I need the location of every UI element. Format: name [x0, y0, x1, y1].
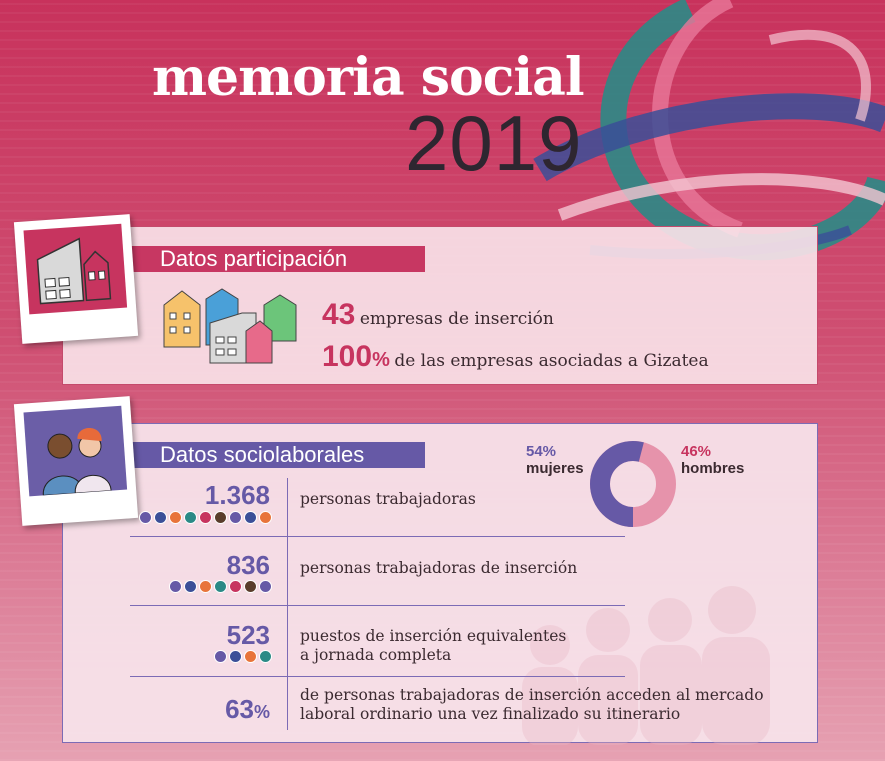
asociadas-stat: [322, 340, 709, 374]
person-dot-icon: [154, 511, 167, 524]
mujeres-legend: [526, 443, 584, 477]
person-dot-icon: [229, 650, 242, 663]
row-label-line1: de personas trabajadoras de inserción acceden al mercado: [300, 686, 764, 704]
buildings-icon: [23, 224, 127, 315]
row-label-line2: a jornada completa: [300, 646, 452, 664]
person-dot-icon: [199, 580, 212, 593]
buildings-photo: [14, 214, 138, 344]
row-label: [300, 686, 764, 724]
row-value-number: 63: [225, 694, 254, 724]
row-divider: [130, 536, 625, 537]
row-divider-vertical: [287, 478, 288, 730]
row-value: 1.368: [204, 480, 270, 510]
row-value: 836: [226, 550, 270, 580]
person-dot-icon: [244, 511, 257, 524]
row-divider: [130, 676, 625, 677]
person-icons: [139, 511, 272, 524]
colored-houses-icon: [160, 285, 300, 365]
sociolaborales-heading: Datos sociolaborales: [62, 442, 425, 468]
row-label: [300, 627, 566, 665]
person-dot-icon: [199, 511, 212, 524]
person-dot-icon: [169, 511, 182, 524]
person-dot-icon: [259, 580, 272, 593]
person-icons: [169, 580, 272, 593]
page-title: memoria social: [152, 47, 584, 108]
mujeres-pct: 54%: [526, 443, 557, 460]
person-dot-icon: [259, 511, 272, 524]
person-dot-icon: [244, 650, 257, 663]
person-dot-icon: [184, 511, 197, 524]
person-dot-icon: [214, 580, 227, 593]
people-photo: [14, 396, 138, 526]
person-dot-icon: [184, 580, 197, 593]
row-label: personas trabajadoras: [300, 490, 476, 508]
person-dot-icon: [214, 650, 227, 663]
person-dot-icon: [229, 511, 242, 524]
empresas-label: empresas de inserción: [359, 309, 554, 329]
asociadas-unit: %: [372, 349, 390, 371]
row-value: [225, 694, 270, 725]
participacion-heading: Datos participación: [62, 246, 425, 272]
mujeres-label: mujeres: [526, 460, 584, 477]
row-label-line2: laboral ordinario una vez finalizado su itinerario: [300, 705, 681, 723]
empresas-value: 43: [322, 298, 356, 331]
row-value-unit: %: [253, 702, 270, 722]
row-value: 523: [226, 620, 270, 650]
row-label-line1: puestos de inserción equivalentes: [300, 627, 567, 645]
hombres-label: hombres: [681, 460, 745, 477]
person-dot-icon: [244, 580, 257, 593]
year-title: 2019: [405, 99, 583, 187]
gender-donut-chart: [589, 440, 677, 528]
person-dot-icon: [229, 580, 242, 593]
row-label: personas trabajadoras de inserción: [300, 559, 578, 577]
hombres-pct: 46%: [681, 443, 712, 460]
person-dot-icon: [169, 580, 182, 593]
person-dot-icon: [139, 511, 152, 524]
person-icons: [214, 650, 272, 663]
asociadas-value: 100: [322, 340, 373, 373]
two-people-icon: [23, 406, 127, 497]
person-dot-icon: [214, 511, 227, 524]
asociadas-label: de las empresas asociadas a Gizatea: [394, 351, 709, 371]
row-divider: [130, 605, 625, 606]
hombres-legend: [681, 443, 744, 477]
person-dot-icon: [259, 650, 272, 663]
empresas-stat: [322, 298, 554, 332]
